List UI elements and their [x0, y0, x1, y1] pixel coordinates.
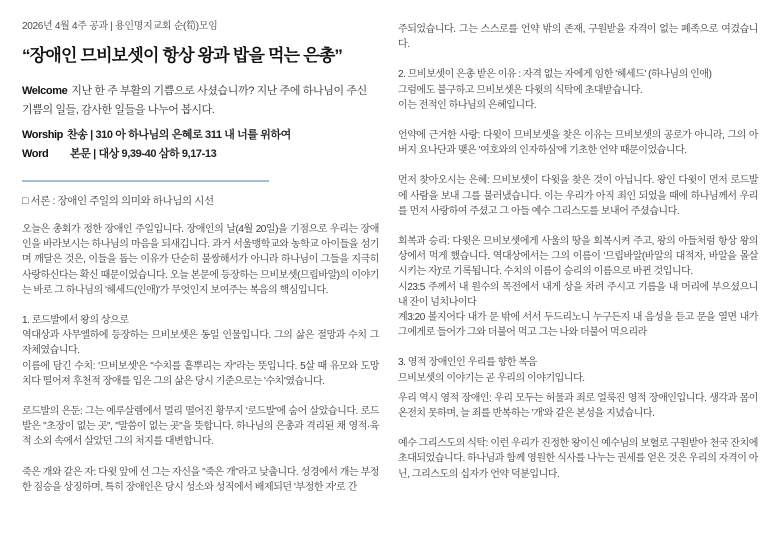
body-paragraph: 우리 역시 영적 장애인: 우리 모두는 허물과 죄로 얼룩진 영적 장애인입니다. 생각과 몸이 온전치 못하며, 늘 죄를 반복하는 '개'와 같은 본성을 지녔습니다.	[398, 392, 758, 420]
intro-section-heading: □ 서론 : 장애인 주일의 의미와 하나님의 시선	[22, 195, 214, 207]
body-paragraph: 역대상과 사무엘하에 등장하는 므비보셋은 동일 인물입니다. 그의 삶은 절망과 수치 그 자체였습니다.	[22, 330, 379, 357]
section-3-heading: 3. 영적 장애인인 우리를 향한 복음	[398, 357, 537, 369]
section-1-heading: 1. 로드발에서 왕의 상으로	[22, 315, 129, 327]
worship-text: 찬송 | 310 아 하나님의 은혜로 311 내 너를 위하여	[67, 129, 291, 141]
body-paragraph: 이는 전적인 하나님의 은혜입니다.	[398, 99, 537, 111]
body-paragraph: 므비보셋의 이야기는 곧 우리의 이야기입니다.	[398, 372, 585, 384]
word-line	[22, 145, 379, 164]
scripture-quote: 시23:5 주께서 내 원수의 목전에서 내게 상을 차려 주시고 기름을 내 머리에 부으셨으니 내 잔이 넘치나이다	[398, 281, 758, 308]
body-paragraph: 오늘은 총회가 정한 장애인 주일입니다. 장애인의 날(4월 20일)을 기점으로 우리는 장애인을 바라보시는 하나님의 마음을 되새깁니다. 과거 서울맹학교와 농학교 아이들을 섬기며 깨달은 것은, 이들을 돕는 이유가 단순히 불쌍해서가 아니라 하나님이 그들을 지극히 사랑하신다는 확신 때문이었습니다. 오늘 본문에 등장하는 므비보셋(므립바알)의 이야기는 바로 그 하나님의 '헤세드(인애)'가 무엇인지 보여주는 복음의 핵심입니다.	[22, 224, 379, 296]
word-text: 본문 | 대상 9,39-40 삼하 9,17-13	[70, 148, 217, 160]
body-paragraph: 회복과 승리: 다윗은 므비보셋에게 사울의 땅을 회복시켜 주고, 왕의 아들처럼 항상 왕의 상에서 먹게 했습니다. 역대상에서는 그의 이름이 '므립바알(바알의 대적자, 바알을 몰살시키는 자)'로 기록됩니다. 수치의 이름이 승리의 이름으로 바뀐 것입니다.	[398, 236, 758, 278]
welcome-label: Welcome	[22, 85, 68, 97]
welcome-line	[22, 82, 379, 120]
welcome-text: 지난 한 주 부활의 기쁨으로 사셨습니까? 지난 주에 하나님이 주신 기쁨의 일들, 감사한 일들을 나누어 봅시다.	[22, 85, 367, 116]
body-paragraph: 죽은 개와 같은 자: 다윗 앞에 선 그는 자신을 "죽은 개"라고 낮춥니다. 성경에서 개는 부정한 짐승을 상징하며, 특히 장애인은 당시 성소와 성직에서 배제되던 '부정한 자'로 간	[22, 466, 379, 493]
left-column	[22, 17, 379, 495]
scripture-quote: 계3:20 볼지어다 내가 문 밖에 서서 두드리노니 누구든지 내 음성을 듣고 문을 열면 내가 그에게로 들어가 그와 더불어 먹고 그는 나와 더불어 먹으리라	[398, 312, 758, 339]
body-paragraph: 언약에 근거한 사랑: 다윗이 므비보셋을 찾은 이유는 므비보셋의 공로가 아니라, 그의 아버지 요나단과 맺은 '여호와의 인자하심'에 기초한 언약 때문이었습니다.	[398, 130, 758, 157]
body-paragraph: 로드발의 은둔: 그는 예루살렘에서 멀리 떨어진 황무지 '로드발'에 숨어 살았습니다. 로드발은 "초장이 없는 곳", "말씀이 없는 곳"을 뜻합니다. 하나님의 은총과 격리된 채 영적·육적 소외 속에서 살았던 그의 처지를 대변합니다.	[22, 406, 379, 448]
page-title: “장애인 므비보셋이 항상 왕과 밥을 먹는 은총”	[22, 46, 343, 65]
body-paragraph: 이름에 담긴 수치: '므비보셋'은 "수치를 흩뿌리는 자"라는 뜻입니다. 5살 때 유모와 도망치다 떨어져 후천적 장애를 입은 그의 삶은 당시 기준으로는 '수치'였습니다.	[22, 360, 379, 387]
right-column	[398, 17, 758, 482]
two-column-layout	[22, 17, 758, 495]
body-paragraph: 먼저 찾아오시는 은혜: 므비보셋이 다윗을 찾은 것이 아닙니다. 왕인 다윗이 먼저 로드발에 사람을 보내 그를 불러냈습니다. 이는 우리가 아직 죄인 되었을 때에 하나님께서 우리를 먼저 사랑하여 주셨고 그 아들 예수 그리스도를 보내어 주셨습니다.	[398, 175, 758, 217]
worship-label: Worship	[22, 129, 63, 141]
section-divider	[22, 180, 269, 182]
body-paragraph: 예수 그리스도의 식탁: 이런 우리가 진정한 왕이신 예수님의 보혈로 구원받아 천국 잔치에 초대되었습니다. 하나님과 함께 영원한 식사를 나누는 권세를 얻은 것은 우리의 자격이 아닌, 그리스도의 십자가 언약 덕분입니다.	[398, 438, 758, 480]
word-label: Word	[22, 148, 49, 160]
body-paragraph: 주되었습니다. 그는 스스로를 언약 밖의 존재, 구원받을 자격이 없는 폐족으로 여겼습니다.	[398, 24, 758, 51]
section-2-heading: 2. 므비보셋이 은총 받은 이유 : 자격 없는 자에게 임한 '헤세드' (하나님의 인애)	[398, 69, 712, 81]
worship-line	[22, 126, 379, 145]
document-meta: 2026년 4월 4주 공과 | 용인명지교회 순(筍)모임	[22, 21, 218, 32]
body-paragraph: 그럼에도 불구하고 므비보셋은 다윗의 식탁에 초대받습니다.	[398, 84, 643, 96]
welcome-block	[22, 82, 379, 120]
